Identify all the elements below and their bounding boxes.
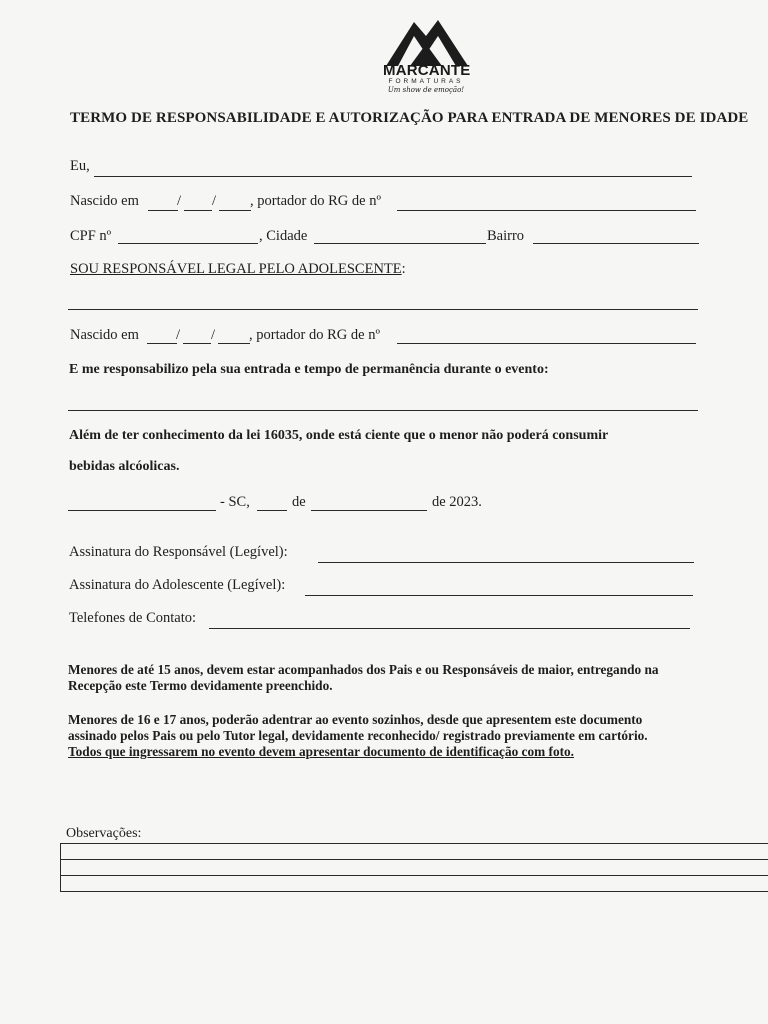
cidade-field[interactable] <box>314 243 486 244</box>
date-separator: / <box>177 193 182 209</box>
logo-name: MARCANTE <box>383 62 471 79</box>
sc-label: - SC, <box>220 494 250 510</box>
notice-menores-16-17 <box>68 712 648 760</box>
nascido-label-adolescente: Nascido em <box>70 327 139 343</box>
logo-subtitle: FORMATURAS <box>388 78 464 85</box>
colon: : <box>401 261 406 277</box>
responsavel-legal-text: SOU RESPONSÁVEL LEGAL PELO ADOLESCENTE <box>70 261 402 277</box>
document-title: TERMO DE RESPONSABILIDADE E AUTORIZAÇÃO PARA ENTRADA DE MENORES DE IDADE <box>70 110 749 126</box>
notice-menores-15-line2: Recepção este Termo devidamente preenchido. <box>68 678 333 693</box>
responsabilizo-statement: E me responsabilizo pela sua entrada e tempo de permanência durante o evento: <box>69 362 549 377</box>
adolescente-name-field[interactable] <box>68 309 698 310</box>
portador-rg-label: , portador do RG de nº <box>250 193 381 209</box>
observacoes-row[interactable] <box>61 859 768 860</box>
adolescente-rg-field[interactable] <box>397 343 696 344</box>
rg-field[interactable] <box>397 210 696 211</box>
assinatura-responsavel-field[interactable] <box>318 562 694 563</box>
assinatura-adolescente-field[interactable] <box>305 595 693 596</box>
month-field[interactable] <box>311 510 427 511</box>
birth-year-field[interactable] <box>219 210 251 211</box>
assinatura-responsavel-label: Assinatura do Responsável (Legível): <box>69 544 288 560</box>
telefones-label: Telefones de Contato: <box>69 610 197 626</box>
cpf-field[interactable] <box>118 243 258 244</box>
notice-menores-15 <box>68 662 659 694</box>
nascido-label: Nascido em <box>70 193 139 209</box>
adolescente-birth-year-field[interactable] <box>218 343 250 344</box>
lei-statement-line1: Além de ter conhecimento da lei 16035, onde está ciente que o menor não poderá consumir <box>69 428 609 443</box>
observacoes-box[interactable] <box>60 843 768 892</box>
notice-documento-foto: Todos que ingressarem no evento devem apresentar documento de identificação com foto. <box>68 744 574 759</box>
responsavel-legal-heading <box>70 261 406 278</box>
notice-menores-16-17-line2: assinado pelos Pais ou pelo Tutor legal, devidamente reconhecido/ registrado previamente em cartório. <box>68 728 648 743</box>
adolescente-birth-month-field[interactable] <box>183 343 211 344</box>
day-field[interactable] <box>257 510 287 511</box>
lei-statement-line2: bebidas alcóolicas. <box>69 459 180 474</box>
eu-label: Eu, <box>70 158 90 174</box>
bairro-label: Bairro <box>487 228 525 244</box>
portador-rg-label-adolescente: , portador do RG de nº <box>249 327 380 343</box>
assinatura-adolescente-label: Assinatura do Adolescente (Legível): <box>69 577 286 593</box>
eu-name-field[interactable] <box>94 176 692 177</box>
de-ano-label: de 2023. <box>432 494 482 510</box>
date-separator: / <box>176 327 181 343</box>
evento-field[interactable] <box>68 410 698 411</box>
birth-day-field[interactable] <box>148 210 178 211</box>
cidade-label: , Cidade <box>259 228 308 244</box>
adolescente-birth-day-field[interactable] <box>147 343 177 344</box>
cpf-label: CPF nº <box>70 228 112 244</box>
date-separator: / <box>212 193 217 209</box>
telefones-field[interactable] <box>209 628 690 629</box>
de-label: de <box>292 494 306 510</box>
date-separator: / <box>211 327 216 343</box>
logo-slogan: Um show de emoção! <box>387 86 465 94</box>
city-field[interactable] <box>68 510 216 511</box>
observacoes-row[interactable] <box>61 875 768 876</box>
observacoes-label: Observações: <box>66 826 142 841</box>
bairro-field[interactable] <box>533 243 699 244</box>
notice-menores-16-17-line1: Menores de 16 e 17 anos, poderão adentrar ao evento sozinhos, desde que apresentem este documento <box>68 712 643 727</box>
birth-month-field[interactable] <box>184 210 212 211</box>
notice-menores-15-line1: Menores de até 15 anos, devem estar acompanhados dos Pais e ou Responsáveis de maior, entregando na <box>68 662 659 677</box>
